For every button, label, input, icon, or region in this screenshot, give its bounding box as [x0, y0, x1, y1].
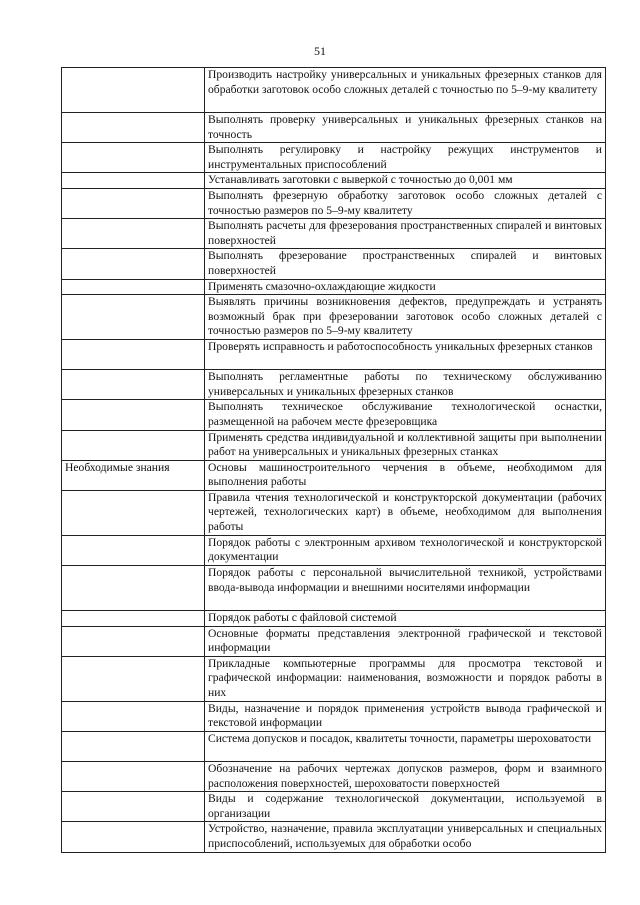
table-row: [62, 219, 606, 249]
competency-table: [61, 67, 606, 853]
knowledge-item: Устройство, назначение, правила эксплуатации универсальных и специальных приспособлений, используемых для обработки особо: [205, 822, 606, 852]
empty-label-cell: [62, 400, 205, 430]
table-row: [62, 566, 606, 611]
skill-item: Выполнять проверку универсальных и уникальных фрезерных станков на точность: [205, 113, 606, 143]
table-row: [62, 173, 606, 189]
empty-label-cell: [62, 249, 205, 279]
page-number: 51: [314, 44, 326, 58]
table-row: [62, 143, 606, 173]
skill-item: Устанавливать заготовки с выверкой с точностью до 0,001 мм: [205, 173, 606, 189]
skills-label-cell: [62, 68, 205, 113]
empty-label-cell: [62, 295, 205, 340]
empty-label-cell: [62, 792, 205, 822]
skill-item: Выполнять расчеты для фрезерования пространственных спиралей и винтовых поверхностей: [205, 219, 606, 249]
knowledge-item: Правила чтения технологической и конструкторской документации (рабочих чертежей, технологических карт) в объеме, необходимом для выполнения работы: [205, 490, 606, 535]
knowledge-item: Система допусков и посадок, квалитеты точности, параметры шероховатости: [205, 732, 606, 762]
skill-item: Применять средства индивидуальной и коллективной защиты при выполнении работ на универсальных и уникальных фрезерных станках: [205, 430, 606, 460]
table-row: [62, 295, 606, 340]
knowledge-item: Виды, назначение и порядок применения устройств вывода графической и текстовой информации: [205, 701, 606, 731]
table-row: [62, 535, 606, 565]
skill-item: Выявлять причины возникновения дефектов, предупреждать и устранять возможный брак при фрезеровании заготовок особо сложных деталей с точностью размеров по 5–9-му квалитету: [205, 295, 606, 340]
table-row: [62, 249, 606, 279]
table-row: [62, 626, 606, 656]
empty-label-cell: [62, 626, 205, 656]
empty-label-cell: [62, 490, 205, 535]
empty-label-cell: [62, 611, 205, 627]
table-row: [62, 430, 606, 460]
table-row: [62, 822, 606, 852]
empty-label-cell: [62, 701, 205, 731]
table-row: [62, 701, 606, 731]
knowledge-item: Порядок работы с персональной вычислительной техникой, устройствами ввода-вывода информации и внешними носителями информации: [205, 566, 606, 611]
empty-label-cell: [62, 143, 205, 173]
table-row: [62, 732, 606, 762]
empty-label-cell: [62, 566, 205, 611]
empty-label-cell: [62, 188, 205, 218]
skill-item: Производить настройку универсальных и уникальных фрезерных станков для обработки заготовок особо сложных деталей с точностью по 5–9-му квалитету: [205, 68, 606, 113]
empty-label-cell: [62, 340, 205, 370]
knowledge-section: [62, 460, 606, 490]
empty-label-cell: [62, 370, 205, 400]
knowledge-item: Порядок работы с файловой системой: [205, 611, 606, 627]
empty-label-cell: [62, 656, 205, 701]
empty-label-cell: [62, 430, 205, 460]
skill-item: Выполнять техническое обслуживание технологической оснастки, размещенной на рабочем месте фрезеровщика: [205, 400, 606, 430]
knowledge-item: Порядок работы с электронным архивом технологической и конструкторской документации: [205, 535, 606, 565]
empty-label-cell: [62, 219, 205, 249]
table-row: [62, 188, 606, 218]
table-row: [62, 113, 606, 143]
knowledge-item: Основы машиностроительного черчения в объеме, необходимом для выполнения работы: [205, 460, 606, 490]
knowledge-item: Виды и содержание технологической документации, используемой в организации: [205, 792, 606, 822]
empty-label-cell: [62, 822, 205, 852]
table-row: [62, 611, 606, 627]
knowledge-item: Основные форматы представления электронной графической и текстовой информации: [205, 626, 606, 656]
knowledge-item: Обозначение на рабочих чертежах допусков размеров, форм и взаимного расположения поверхностей, шероховатости поверхностей: [205, 762, 606, 792]
empty-label-cell: [62, 173, 205, 189]
empty-label-cell: [62, 279, 205, 295]
table-row: [62, 340, 606, 370]
knowledge-label: Необходимые знания: [62, 460, 205, 490]
skill-item: Применять смазочно-охлаждающие жидкости: [205, 279, 606, 295]
knowledge-item: Прикладные компьютерные программы для просмотра текстовой и графической информации: наименования, возможности и порядок работы в них: [205, 656, 606, 701]
skill-item: Выполнять регулировку и настройку режущих инструментов и инструментальных приспособлений: [205, 143, 606, 173]
empty-label-cell: [62, 732, 205, 762]
table-row: [62, 762, 606, 792]
empty-label-cell: [62, 762, 205, 792]
table-row: [62, 400, 606, 430]
skill-item: Проверять исправность и работоспособность уникальных фрезерных станков: [205, 340, 606, 370]
skill-item: Выполнять фрезерную обработку заготовок особо сложных деталей с точностью размеров по 5–9-му квалитету: [205, 188, 606, 218]
skill-item: Выполнять фрезерование пространственных спиралей и винтовых поверхностей: [205, 249, 606, 279]
empty-label-cell: [62, 113, 205, 143]
empty-label-cell: [62, 535, 205, 565]
table-row: [62, 490, 606, 535]
table-row: [62, 792, 606, 822]
table-row: [62, 656, 606, 701]
skills-section: [62, 68, 606, 113]
skill-item: Выполнять регламентные работы по техническому обслуживанию универсальных и уникальных фрезерных станков: [205, 370, 606, 400]
table-row: [62, 279, 606, 295]
table-row: [62, 370, 606, 400]
